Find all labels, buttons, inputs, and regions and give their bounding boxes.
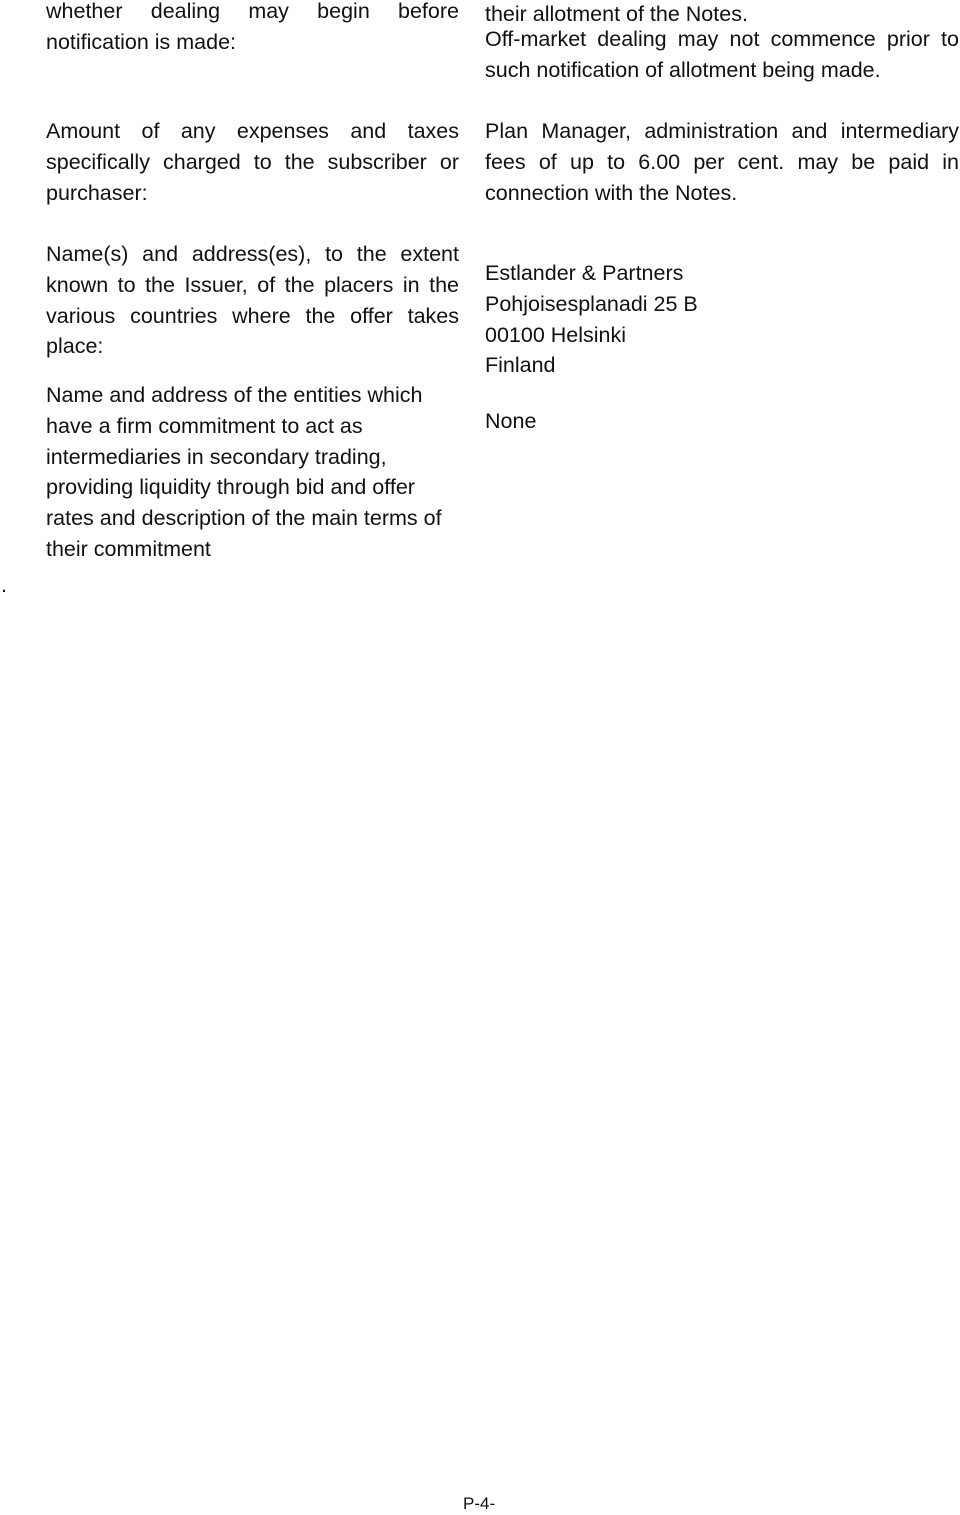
row-3-value-line-1: Estlander & Partners (485, 261, 684, 285)
row-2-value (485, 116, 959, 208)
row-4-value-line-1: None (485, 409, 537, 433)
stray-period-mark: . (1, 573, 7, 597)
row-1-label-line-1: whether dealing may begin before (46, 0, 459, 23)
row-3-label-line-2: known to the Issuer, of the placers in the (46, 272, 459, 297)
row-3-label-line-4: place: (46, 334, 104, 359)
row-4-label-line-4: providing liquidity through bid and offer (46, 475, 415, 500)
row-1-value-cont (485, 24, 959, 86)
row-3-value-line-3: 00100 Helsinki (485, 322, 627, 347)
row-1-label (46, 0, 459, 58)
row-2-value-line-1: Plan Manager, administration and intermediary (485, 119, 959, 143)
row-2-value-line-3: connection with the Notes. (485, 180, 738, 205)
row-3-value (485, 258, 959, 381)
row-4-label-line-6: their commitment (46, 536, 211, 561)
row-3-value-line-4: Finland (485, 353, 556, 378)
row-1-value-line-1: their allotment of the Notes. (485, 2, 748, 26)
row-2-value-line-2: fees of up to 6.00 per cent. may be paid in (485, 149, 959, 174)
row-4-label (46, 380, 459, 565)
row-4-label-line-5: rates and description of the main terms of (46, 506, 442, 531)
page-number: P-4- (463, 1494, 496, 1513)
row-4-label-line-2: have a firm commitment to act as (46, 413, 363, 438)
row-4-label-line-1: Name and address of the entities which (46, 383, 423, 407)
row-3-value-line-2: Pohjoisesplanadi 25 B (485, 291, 698, 316)
row-3-label-line-1: Name(s) and address(es), to the extent (46, 242, 459, 266)
row-2-label-line-3: purchaser: (46, 180, 148, 205)
row-3-label-line-3: various countries where the offer takes (46, 303, 459, 328)
row-4-value (485, 406, 959, 437)
row-1-value-line-3: such notification of allotment being made. (485, 57, 881, 82)
row-2-label-line-2: specifically charged to the subscriber or (46, 149, 459, 174)
row-2-label-line-1: Amount of any expenses and taxes (46, 119, 459, 143)
row-4-label-line-3: intermediaries in secondary trading, (46, 444, 387, 469)
row-2-label (46, 116, 459, 208)
row-3-label (46, 239, 459, 362)
row-1-value-line-2: Off-market dealing may not commence prior to (485, 27, 959, 51)
row-1-label-line-2: notification is made: (46, 29, 237, 54)
